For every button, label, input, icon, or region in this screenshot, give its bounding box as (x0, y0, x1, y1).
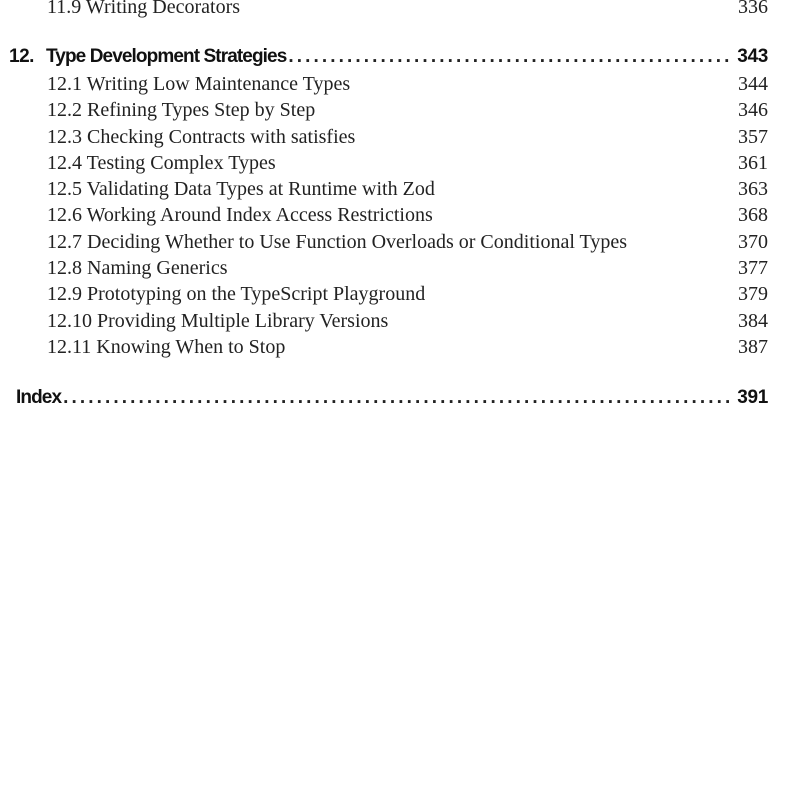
index-page-number: 391 (737, 387, 768, 408)
dot-leader (63, 384, 731, 412)
toc-section-entry[interactable] (47, 176, 768, 202)
section-title: 12.8 Naming Generics (47, 257, 228, 279)
section-title: 12.5 Validating Data Types at Runtime with Zod (47, 178, 435, 200)
toc-section-entry[interactable] (47, 281, 768, 307)
toc-section-entry[interactable] (47, 0, 768, 20)
section-page-number: 387 (738, 336, 768, 358)
toc-section-entry[interactable] (47, 124, 768, 150)
section-page-number: 336 (738, 0, 768, 18)
toc-section-entry[interactable] (47, 308, 768, 334)
section-page-number: 377 (738, 257, 768, 279)
section-page-number: 370 (738, 231, 768, 253)
section-title: 12.3 Checking Contracts with satisfies (47, 126, 356, 148)
toc-section-entry[interactable] (47, 255, 768, 281)
chapter-title: Type Development Strategies (46, 46, 287, 67)
section-title: 12.4 Testing Complex Types (47, 152, 276, 174)
section-title: 12.9 Prototyping on the TypeScript Playground (47, 283, 426, 305)
section-title: 12.6 Working Around Index Access Restrictions (47, 204, 433, 226)
toc-section-entry[interactable] (47, 334, 768, 360)
toc-section-entry[interactable] (47, 202, 768, 228)
section-title: 12.1 Writing Low Maintenance Types (47, 73, 351, 95)
chapter-page-number: 343 (737, 46, 768, 67)
section-page-number: 357 (738, 126, 768, 148)
toc-section-entry[interactable] (47, 97, 768, 123)
section-page-number: 346 (738, 99, 768, 121)
section-page-number: 361 (738, 152, 768, 174)
dot-leader (288, 43, 731, 71)
section-page-number: 384 (738, 310, 768, 332)
toc-section-entry[interactable] (47, 71, 768, 97)
section-page-number: 344 (738, 73, 768, 95)
toc-index-entry[interactable] (16, 384, 768, 412)
chapter-number: 12. (9, 46, 34, 67)
section-title: 12.7 Deciding Whether to Use Function Overloads or Conditional Types (47, 231, 627, 253)
section-page-number: 363 (738, 178, 768, 200)
section-page-number: 379 (738, 283, 768, 305)
section-page-number: 368 (738, 204, 768, 226)
toc-chapter-entry[interactable] (9, 43, 768, 71)
toc-section-entry[interactable] (47, 150, 768, 176)
section-title: 12.11 Knowing When to Stop (47, 336, 286, 358)
index-title: Index (16, 387, 62, 408)
toc-section-entry[interactable] (47, 229, 768, 255)
section-title: 12.10 Providing Multiple Library Versions (47, 310, 389, 332)
section-title: 11.9 Writing Decorators (47, 0, 241, 18)
section-title: 12.2 Refining Types Step by Step (47, 99, 316, 121)
